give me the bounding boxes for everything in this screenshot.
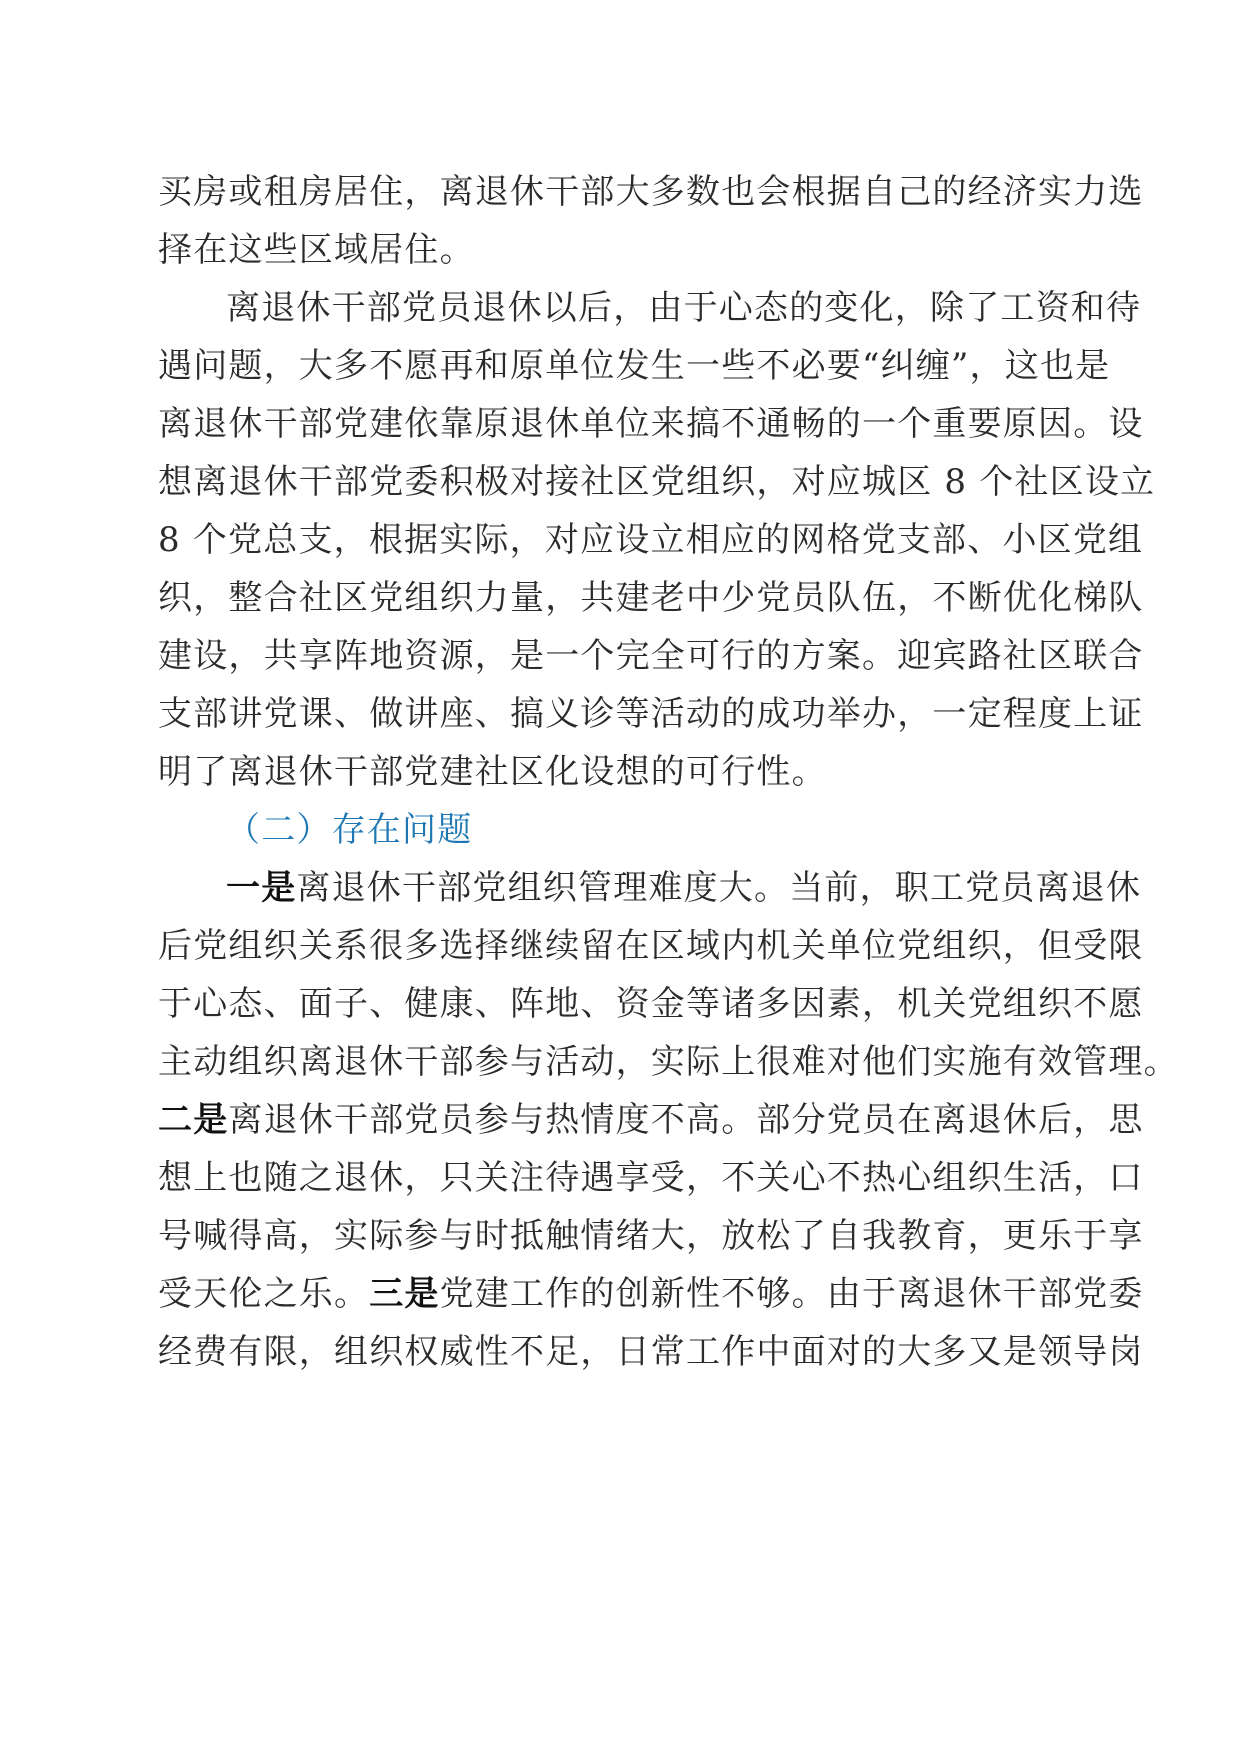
lead-term: 三是 [369, 1274, 440, 1314]
line-text: 离退休干部党员参与热情度不高。部分党员在离退休后，思 [228, 1100, 1144, 1140]
paragraph-line: 织，整合社区党组织力量，共建老中少党员队伍，不断优化梯队 [158, 578, 1144, 618]
paragraph-line: 主动组织离退休干部参与活动，实际上很难对他们实施有效管理。 [158, 1042, 1179, 1082]
paragraph-line [158, 1090, 1144, 1150]
paragraph-line: 想上也随之退休，只关注待遇享受，不关心不热心组织生活，口 [158, 1158, 1144, 1198]
paragraph-line: 建设，共享阵地资源，是一个完全可行的方案。迎宾路社区联合 [158, 636, 1144, 676]
paragraph-line: 遇问题，大多不愿再和原单位发生一些不必要“纠缠”，这也是 [158, 346, 1111, 386]
line-text: 离退休干部党组织管理难度大。当前，职工党员离退休 [296, 868, 1142, 908]
paragraph-line: 买房或租房居住，离退休干部大多数也会根据自己的经济实力选 [158, 172, 1144, 212]
paragraph-line: 于心态、面子、健康、阵地、资金等诸多因素，机关党组织不愿 [158, 984, 1144, 1024]
line-text: 党建工作的创新性不够。由于离退休干部党委 [439, 1274, 1144, 1314]
paragraph-line [226, 858, 1142, 918]
lead-term: 二是 [158, 1100, 229, 1140]
paragraph-line [158, 1264, 1144, 1324]
section-heading: （二）存在问题 [226, 810, 473, 850]
paragraph-line: 后党组织关系很多选择继续留在区域内机关单位党组织，但受限 [158, 926, 1144, 966]
paragraph-line: 支部讲党课、做讲座、搞义诊等活动的成功举办，一定程度上证 [158, 694, 1144, 734]
paragraph-line: 离退休干部党建依靠原退休单位来搞不通畅的一个重要原因。设 [158, 404, 1144, 444]
paragraph-line: 经费有限，组织权威性不足，日常工作中面对的大多又是领导岗 [158, 1332, 1144, 1372]
lead-term: 一是 [226, 868, 297, 908]
paragraph-line: 择在这些区域居住。 [158, 230, 475, 270]
paragraph-line: 号喊得高，实际参与时抵触情绪大，放松了自我教育，更乐于享 [158, 1216, 1144, 1256]
line-text: 受天伦之乐。 [158, 1274, 370, 1314]
paragraph-line: 8 个党总支，根据实际，对应设立相应的网格党支部、小区党组 [158, 520, 1144, 560]
paragraph-line: 离退休干部党员退休以后，由于心态的变化，除了工资和待 [226, 288, 1142, 328]
paragraph-line: 明了离退休干部党建社区化设想的可行性。 [158, 752, 827, 792]
paragraph-line: 想离退休干部党委积极对接社区党组织，对应城区 8 个社区设立 [158, 462, 1156, 502]
